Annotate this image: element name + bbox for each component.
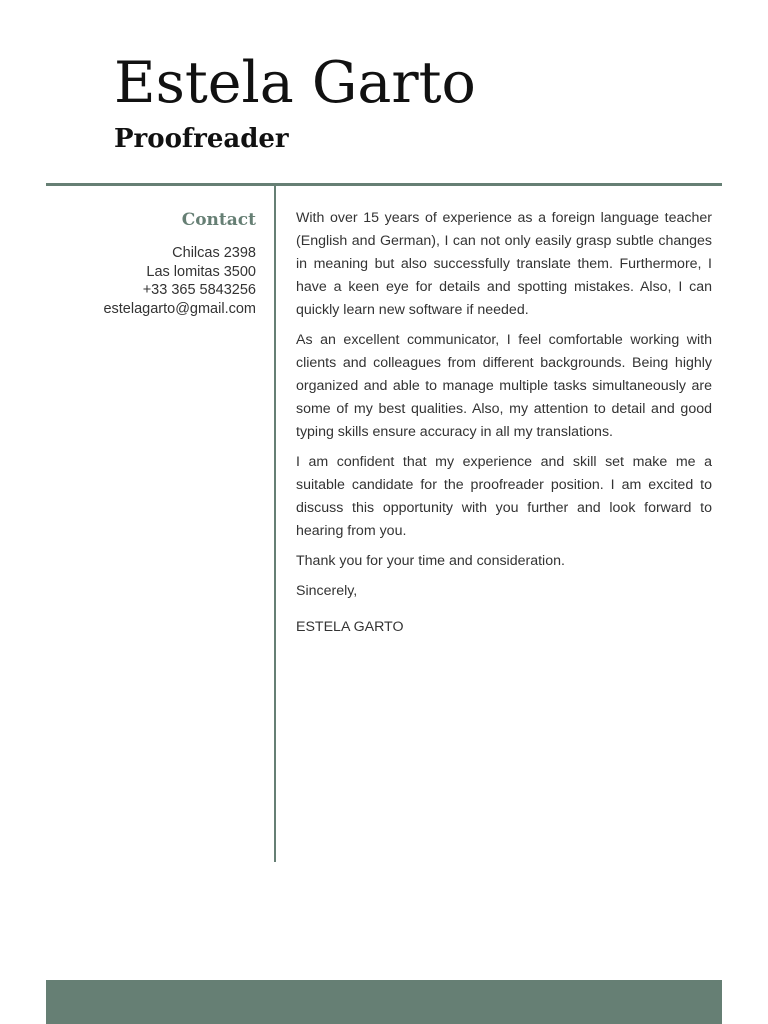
footer-bar <box>46 980 722 1024</box>
header-divider <box>46 183 722 186</box>
applicant-name: Estela Garto <box>114 50 476 116</box>
contact-address-2: Las lomitas 3500 <box>146 263 256 280</box>
job-title: Proofreader <box>114 124 289 154</box>
contact-heading: Contact <box>181 210 256 230</box>
letter-thanks: Thank you for your time and consideration. <box>296 553 565 569</box>
contact-list <box>60 244 256 318</box>
contact-email: estelagarto@gmail.com <box>103 300 256 317</box>
letter-paragraph-experience: With over 15 years of experience as a foreign language teacher (English and German), I can not only easily grasp subtle changes in meaning but also successfully translate them. Furthermore, I have a keen eye for details and spotting mistakes. Also, I can quickly learn new software if needed. <box>296 210 712 318</box>
letter-body <box>296 207 712 646</box>
contact-address-1: Chilcas 2398 <box>172 245 256 261</box>
letter-signature: ESTELA GARTO <box>296 619 404 635</box>
letter-paragraph-closing: I am confident that my experience and skill set make me a suitable candidate for the proofreader position. I am excited to discuss this opportunity with you further and look forward to hearing from you. <box>296 454 712 539</box>
contact-sidebar <box>60 207 256 318</box>
letter-paragraph-communication: As an excellent communicator, I feel comfortable working with clients and colleagues from different backgrounds. Being highly organized and able to manage multiple tasks simultaneously are some of my best qualities. Also, my attention to detail and good typing skills ensure accuracy in all my translations. <box>296 332 712 440</box>
letter-sign-off: Sincerely, <box>296 583 358 599</box>
column-divider <box>274 183 276 862</box>
contact-phone: +33 365 5843256 <box>142 282 256 298</box>
